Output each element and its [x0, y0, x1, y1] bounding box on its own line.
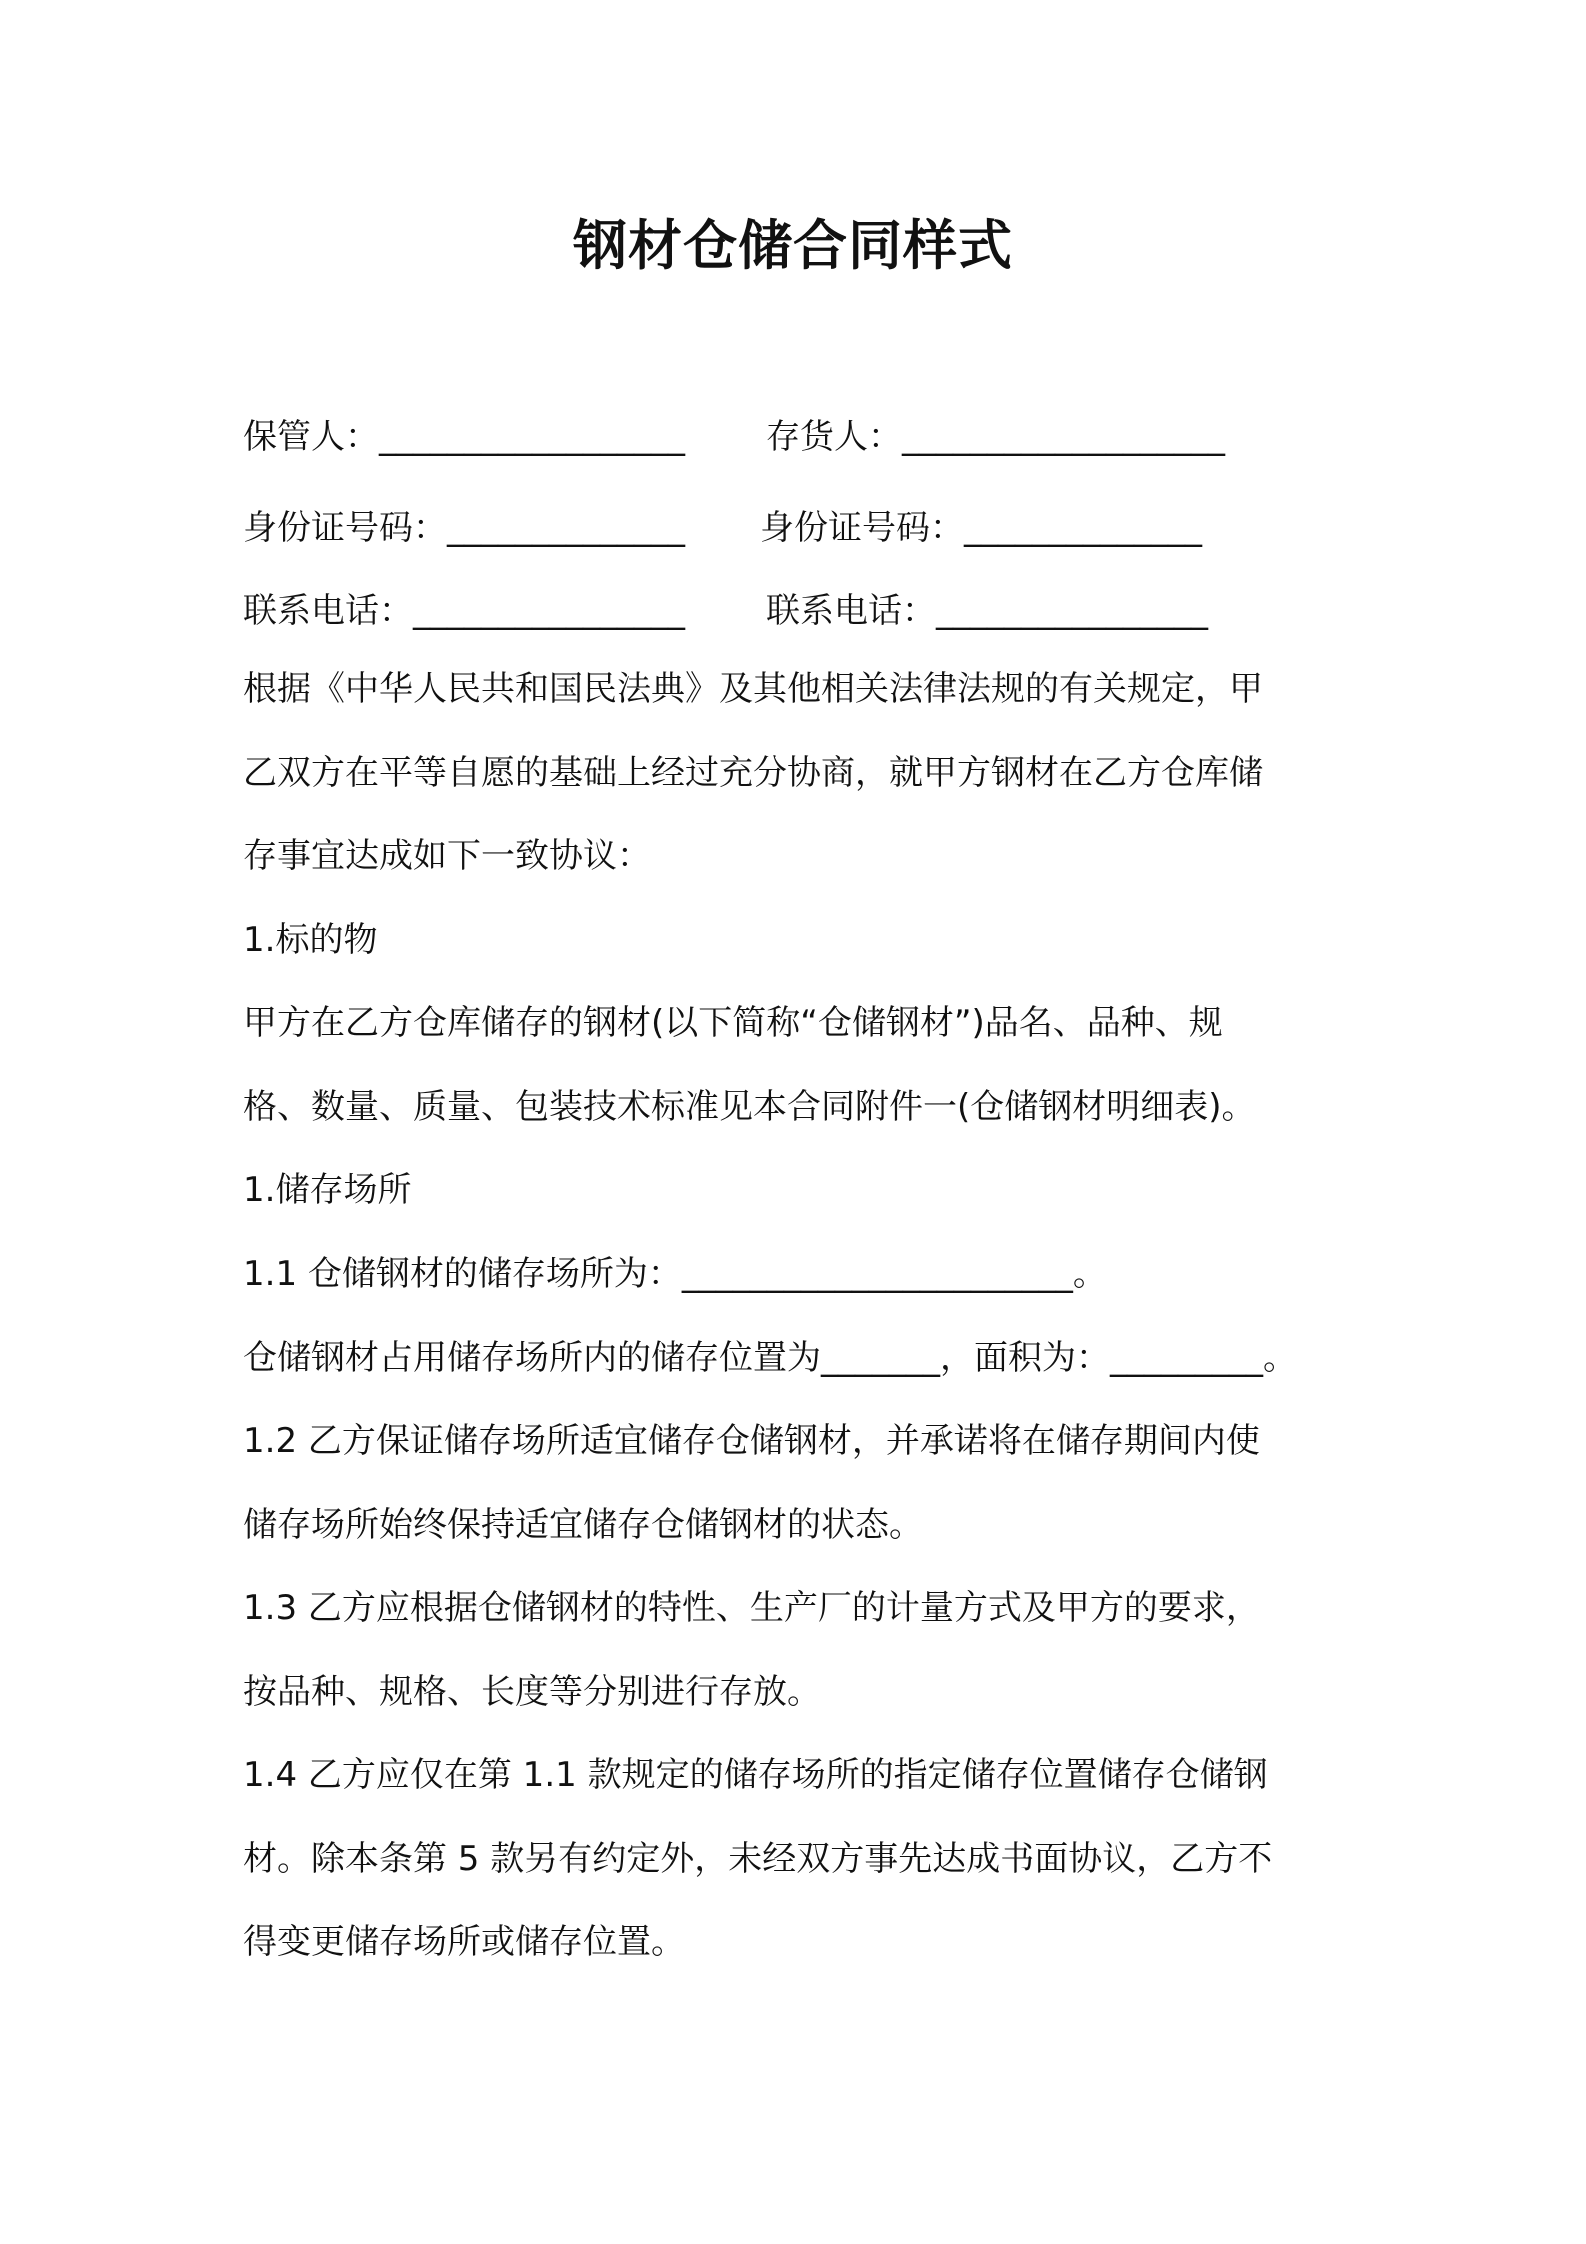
section-heading-subject: 1.标的物	[243, 920, 378, 960]
clause-1-1-position: 仓储钢材占用储存场所内的储存位置为_______，面积为：_________。	[243, 1338, 1297, 1378]
subject-line-1: 甲方在乙方仓库储存的钢材(以下简称“仓储钢材”)品名、品种、规	[243, 1003, 1223, 1043]
intro-line-1: 根据《中华人民共和国民法典》及其他相关法律法规的有关规定，甲	[243, 669, 1263, 709]
clause-1-4-line-1: 1.4 乙方应仅在第 1.1 款规定的储存场所的指定储存位置储存仓储钢	[243, 1755, 1268, 1795]
clause-1-3-line-2: 按品种、规格、长度等分别进行存放。	[243, 1672, 821, 1712]
custodian-field: 保管人：__________________	[243, 417, 685, 457]
depositor-field: 存货人：___________________	[766, 417, 1225, 457]
intro-line-3: 存事宜达成如下一致协议：	[243, 836, 651, 876]
intro-line-2: 乙双方在平等自愿的基础上经过充分协商，就甲方钢材在乙方仓库储	[243, 753, 1263, 793]
clause-1-4-line-3: 得变更储存场所或储存位置。	[243, 1922, 685, 1962]
document-title: 钢材仓储合同样式	[573, 214, 1013, 277]
section-heading-storage: 1.储存场所	[243, 1170, 412, 1210]
clause-1-3-line-1: 1.3 乙方应根据仓储钢材的特性、生产厂的计量方式及甲方的要求，	[243, 1588, 1260, 1628]
custodian-id-field: 身份证号码：______________	[243, 508, 685, 548]
clause-1-4-line-2: 材。除本条第 5 款另有约定外，未经双方事先达成书面协议，乙方不	[243, 1839, 1273, 1879]
subject-line-2: 格、数量、质量、包装技术标准见本合同附件一(仓储钢材明细表)。	[243, 1087, 1256, 1127]
depositor-id-field: 身份证号码：______________	[760, 508, 1202, 548]
depositor-phone-field: 联系电话：________________	[766, 591, 1208, 631]
clause-1-1: 1.1 仓储钢材的储存场所为：_______________________。	[243, 1254, 1107, 1294]
custodian-phone-field: 联系电话：________________	[243, 591, 685, 631]
clause-1-2-line-2: 储存场所始终保持适宜储存仓储钢材的状态。	[243, 1505, 923, 1545]
clause-1-2-line-1: 1.2 乙方保证储存场所适宜储存仓储钢材，并承诺将在储存期间内使	[243, 1421, 1260, 1461]
